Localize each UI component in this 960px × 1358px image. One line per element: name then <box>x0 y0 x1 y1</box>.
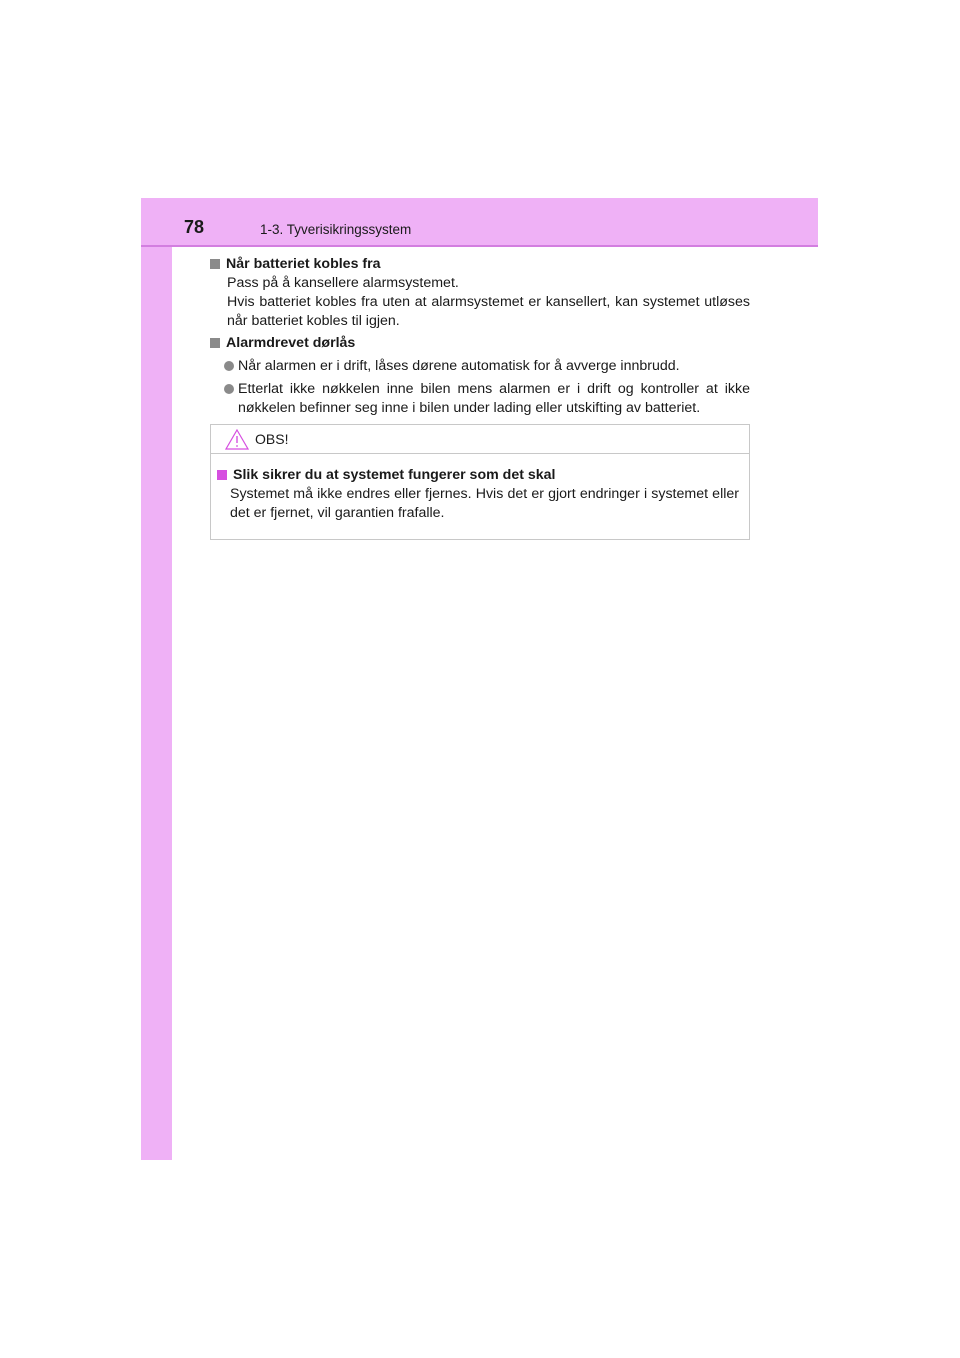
section-title: 1-3. Tyverisikringssystem <box>260 222 412 237</box>
caution-label: OBS! <box>255 431 289 447</box>
page-number: 78 <box>184 217 205 237</box>
square-bullet-icon <box>210 259 220 269</box>
list-item <box>210 380 750 418</box>
main-content <box>210 255 750 421</box>
caution-body <box>211 454 749 523</box>
caution-heading <box>217 466 739 485</box>
section-heading <box>210 334 750 353</box>
list-item-text: Når alarmen er i drift, låses dørene automatisk for å avverge innbrudd. <box>238 358 680 374</box>
paragraph: Pass på å kansellere alarmsystemet. <box>227 275 459 291</box>
caution-text: Systemet må ikke endres eller fjernes. Hvis det er gjort endringer i systemet eller det er fjernet, vil garantien frafalle. <box>230 486 739 521</box>
section-heading-text: Når batteriet kobles fra <box>226 256 381 272</box>
square-bullet-icon <box>217 470 227 480</box>
page-header-band <box>141 198 818 245</box>
section-heading <box>210 255 750 274</box>
caution-header <box>211 425 749 454</box>
chapter-side-tab <box>141 198 172 1160</box>
section-battery-disconnect <box>210 255 750 331</box>
section-alarm-door-lock <box>210 334 750 418</box>
round-bullet-icon <box>224 384 234 394</box>
caution-box <box>210 424 750 540</box>
paragraph: Hvis batteriet kobles fra uten at alarmsystemet er kansellert, kan systemet utløses når batteriet kobles til igjen. <box>227 294 750 329</box>
caution-heading-text: Slik sikrer du at systemet fungerer som det skal <box>233 467 556 483</box>
section-heading-text: Alarmdrevet dørlås <box>226 335 356 351</box>
list-item-text: Etterlat ikke nøkkelen inne bilen mens alarmen er i drift og kontroller at ikke nøkkelen befinner seg inne i bilen under lading eller utskifting av batteriet. <box>238 381 750 416</box>
square-bullet-icon <box>210 338 220 348</box>
list-item <box>210 357 750 376</box>
header-divider <box>141 245 818 247</box>
round-bullet-icon <box>224 361 234 371</box>
warning-triangle-icon <box>225 429 249 450</box>
